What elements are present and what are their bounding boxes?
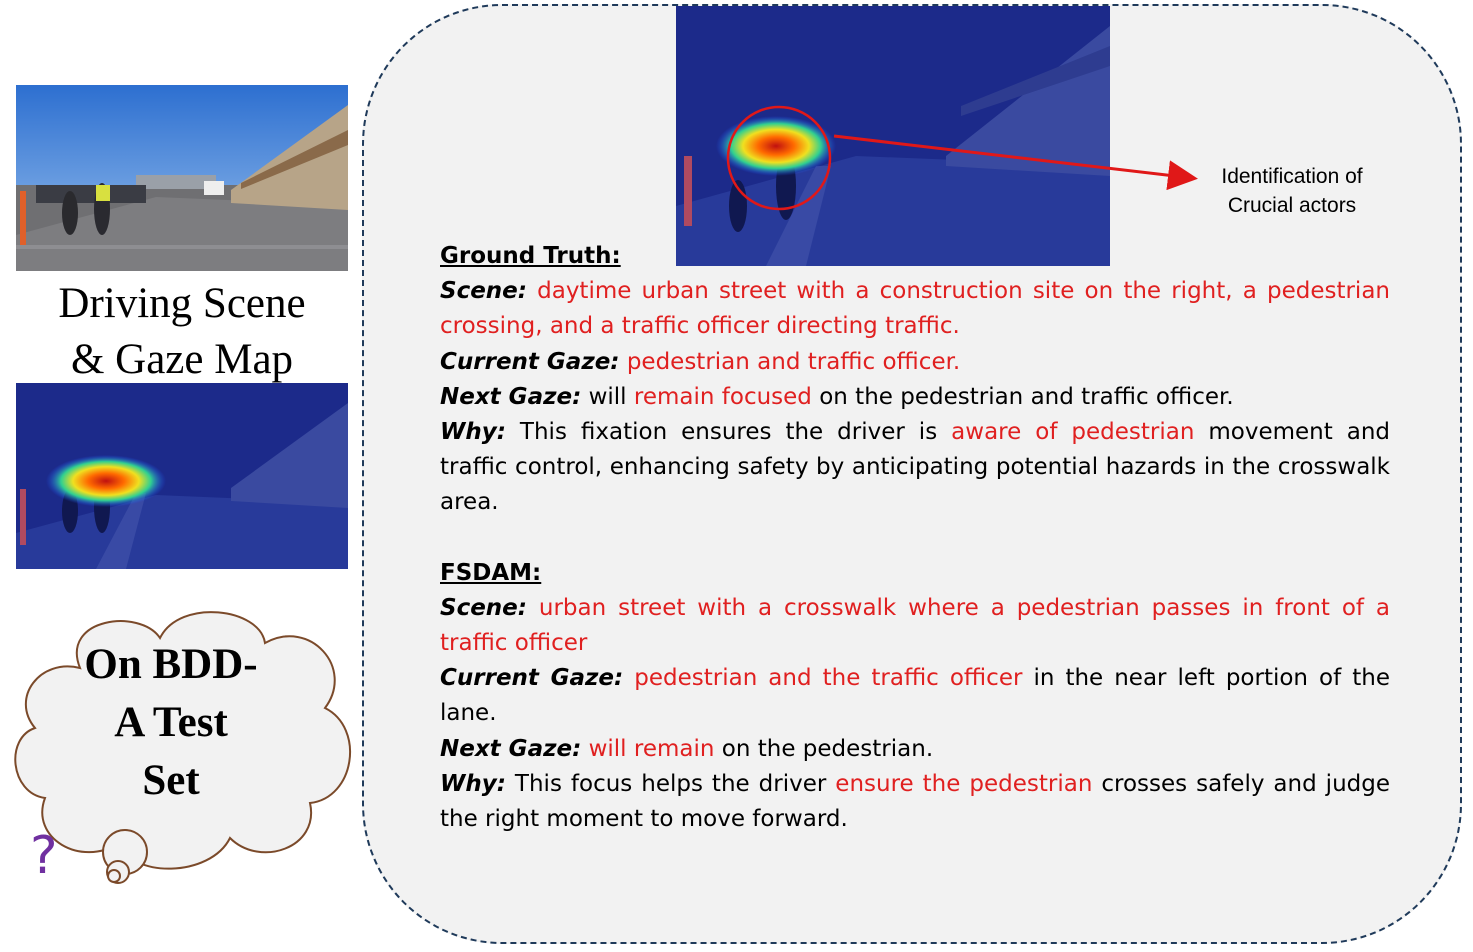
driving-scene-image [16,85,348,271]
cloud-line-2: A Test [114,699,228,746]
fsdam-why-red: ensure the pedestrian [835,770,1093,797]
gt-next-label: Next Gaze: [440,383,582,410]
driving-scene-caption [16,276,348,388]
caption-line-1: Driving Scene [58,280,306,327]
gaze-map-image [16,383,348,569]
dataset-label [60,636,282,810]
cloud-line-1: On BDD- [84,641,258,688]
ground-truth-heading: Ground Truth: [440,243,621,269]
caption-line-2: & Gaze Map [70,336,294,383]
annotation-line-1: Identification of [1221,165,1363,188]
gt-why-post: movement and traffic control, enhancing safety by anticipating potential hazards in the crosswalk area. [440,419,1391,516]
fsdam-current-red: pedestrian and the traffic officer [634,665,1023,692]
fsdam-next-post: on the pedestrian. [721,735,934,762]
gt-current-label: Current Gaze: [440,348,620,375]
gt-next-pre: will [588,383,627,410]
fsdam-current-line [440,661,1390,731]
fsdam-why-pre: This focus helps the driver [514,770,827,797]
description-text [440,239,1390,837]
fsdam-current-post: in the near left portion of the lane. [440,665,1390,727]
gt-next-line [440,380,1390,415]
annotation-arrow [820,120,1210,190]
gt-current-text: pedestrian and traffic officer. [626,348,961,375]
annotation-label [1196,162,1388,220]
fsdam-next-red: will remain [588,735,715,762]
gt-why-label: Why: [440,419,506,446]
fsdam-next-label: Next Gaze: [440,735,582,762]
fsdam-current-label: Current Gaze: [440,665,624,692]
fsdam-why-line [440,767,1390,837]
fsdam-next-line [440,732,1390,767]
fsdam-scene-text: urban street with a crosswalk where a pedestrian passes in front of a traffic officer [440,594,1391,657]
gt-scene-line [440,274,1390,344]
fsdam-scene-line [440,591,1390,661]
gt-next-red: remain focused [633,383,812,410]
gt-why-pre: This fixation ensures the driver is [519,419,938,446]
gt-current-line [440,345,1390,380]
fsdam-scene-label: Scene: [440,594,527,621]
fsdam-why-label: Why: [440,770,506,797]
gt-next-post: on the pedestrian and traffic officer. [819,383,1234,410]
fsdam-why-post: crosses safely and judge the right moment to move forward. [440,770,1391,833]
gt-scene-text: daytime urban street with a construction site on the right, a pedestrian crossing, and a traffic officer directing traffic. [440,278,1390,340]
annotation-line-2: Crucial actors [1227,194,1357,217]
gt-scene-label: Scene: [440,278,527,305]
cloud-line-3: Set [142,757,200,804]
gt-why-line [440,415,1390,521]
question-mark-icon: ? [30,826,58,886]
gt-why-red: aware of pedestrian [951,419,1195,446]
fsdam-heading: FSDAM: [440,559,542,586]
